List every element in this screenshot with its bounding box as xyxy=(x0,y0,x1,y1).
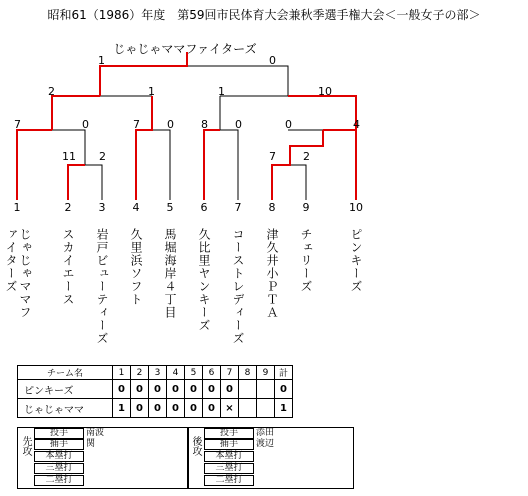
team-number: 3 xyxy=(98,201,106,214)
role-pitcher: 投手 xyxy=(34,428,84,439)
inning-header: 8 xyxy=(239,366,257,380)
role-catcher: 捕手 xyxy=(34,439,84,450)
inning-score: 0 xyxy=(185,399,203,418)
role-homerun: 本塁打 xyxy=(204,451,254,462)
inning-score xyxy=(257,380,275,399)
role-pitcher: 投手 xyxy=(204,428,254,439)
winner-sf1 xyxy=(52,96,100,130)
scoreboard-row xyxy=(18,380,293,399)
inning-score: 0 xyxy=(131,380,149,399)
line-sf2-left xyxy=(220,96,288,130)
inning-header: 3 xyxy=(149,366,167,380)
score-qf3-right: 0 xyxy=(235,118,242,131)
score-r1b-left: 7 xyxy=(269,150,276,163)
team-number: 4 xyxy=(132,201,140,214)
inning-score: 0 xyxy=(167,380,185,399)
line-r1b-right xyxy=(290,165,306,200)
winner-sf2 xyxy=(288,96,356,130)
score-sf2-left: 1 xyxy=(218,85,225,98)
winner-qf4 xyxy=(323,130,356,200)
score-qf4-right: 4 xyxy=(353,118,360,131)
team-number: 5 xyxy=(166,201,174,214)
inning-score: 0 xyxy=(221,380,239,399)
role-catcher: 捕手 xyxy=(204,439,254,450)
bracket-lines xyxy=(52,66,323,200)
team-number: 2 xyxy=(64,201,72,214)
score-final-right: 0 xyxy=(269,54,276,67)
winner-r1a xyxy=(68,165,85,200)
inning-score: 0 xyxy=(167,399,185,418)
inning-header: 9 xyxy=(257,366,275,380)
team-number: 10 xyxy=(349,201,363,214)
role-double: 二塁打 xyxy=(34,475,84,486)
inning-score xyxy=(239,380,257,399)
team-name: 久比里ヤンキーズ xyxy=(197,228,211,332)
line-r1a-right xyxy=(85,165,102,200)
second-pitcher: 添田 xyxy=(256,428,275,438)
row-team: じゃじゃママ xyxy=(18,399,113,418)
team-name: じゃじゃママファイターズ xyxy=(4,228,32,319)
first-batting-box xyxy=(17,427,189,489)
team-name: 久里浜ソフト xyxy=(129,228,143,306)
inning-score: 0 xyxy=(149,399,167,418)
role-double: 二塁打 xyxy=(204,475,254,486)
team-name: ピンキーズ xyxy=(349,228,363,293)
inning-score: 0 xyxy=(203,399,221,418)
team-name: スカイエース xyxy=(61,228,75,306)
inning-score: 0 xyxy=(113,380,131,399)
score-qf3-left: 8 xyxy=(201,118,208,131)
inning-header: 4 xyxy=(167,366,185,380)
inning-score: 0 xyxy=(203,380,221,399)
page-title: 昭和61（1986）年度 第59回市民体育大会兼秋季選手権大会＜一般女子の部＞ xyxy=(47,8,481,22)
team-number: 9 xyxy=(302,201,310,214)
team-number: 6 xyxy=(200,201,208,214)
inning-header: 1 xyxy=(113,366,131,380)
header-team: チーム名 xyxy=(18,366,113,380)
first-catcher: 関 xyxy=(86,439,96,449)
winner-lines xyxy=(17,52,356,200)
team-number: 8 xyxy=(268,201,276,214)
score-r1a-left: 11 xyxy=(62,150,76,163)
score-qf2-left: 7 xyxy=(133,118,140,131)
team-number: 1 xyxy=(13,201,21,214)
line-qf2-right xyxy=(152,130,170,200)
score-qf2-right: 0 xyxy=(167,118,174,131)
team-number: 7 xyxy=(234,201,242,214)
score-r1b-right: 2 xyxy=(303,150,310,163)
inning-score xyxy=(239,399,257,418)
scoreboard-table xyxy=(17,365,293,418)
inning-score: × xyxy=(221,399,239,418)
champion-name: じゃじゃママファイターズ xyxy=(113,42,257,56)
score-qf4-left: 0 xyxy=(285,118,292,131)
inning-header: 7 xyxy=(221,366,239,380)
total-score: 0 xyxy=(275,380,293,399)
role-triple: 三塁打 xyxy=(34,463,84,474)
score-sf1-right: 1 xyxy=(148,85,155,98)
team-name: コーストレディーズ xyxy=(231,228,245,345)
team-name: 馬堀海岸４丁目 xyxy=(163,228,177,319)
score-sf2-right: 10 xyxy=(318,85,332,98)
score-sf1-left: 2 xyxy=(48,85,55,98)
winner-qf3 xyxy=(204,130,220,200)
inning-header: 2 xyxy=(131,366,149,380)
inning-score: 0 xyxy=(185,380,203,399)
inning-score: 1 xyxy=(113,399,131,418)
team-name: 津久井小ＰＴＡ xyxy=(265,228,279,319)
scoreboard-row xyxy=(18,399,293,418)
winner-qf1 xyxy=(17,130,52,200)
first-pitcher: 南波 xyxy=(86,428,105,438)
score-qf1-left: 7 xyxy=(14,118,21,131)
score-final-left: 1 xyxy=(98,54,105,67)
inning-score: 0 xyxy=(131,399,149,418)
winner-qf2 xyxy=(136,96,152,200)
second-label: 後攻 xyxy=(190,436,201,456)
team-name: チェリーズ xyxy=(299,228,313,293)
inning-score: 0 xyxy=(149,380,167,399)
scoreboard-header-row xyxy=(18,366,293,380)
row-team: ピンキーズ xyxy=(18,380,113,399)
line-qf3-right xyxy=(220,130,238,200)
team-name: 岩戸ビューティーズ xyxy=(95,228,109,345)
role-triple: 三塁打 xyxy=(204,463,254,474)
role-homerun: 本塁打 xyxy=(34,451,84,462)
inning-score xyxy=(257,399,275,418)
winner-final xyxy=(100,52,187,96)
score-r1a-right: 2 xyxy=(99,150,106,163)
second-batting-box xyxy=(187,427,354,489)
score-qf1-right: 0 xyxy=(82,118,89,131)
line-final-right xyxy=(187,66,288,96)
total-header: 計 xyxy=(275,366,293,380)
inning-header: 5 xyxy=(185,366,203,380)
inning-header: 6 xyxy=(203,366,221,380)
second-catcher: 渡辺 xyxy=(256,439,275,449)
total-score: 1 xyxy=(275,399,293,418)
first-label: 先攻 xyxy=(20,436,31,456)
